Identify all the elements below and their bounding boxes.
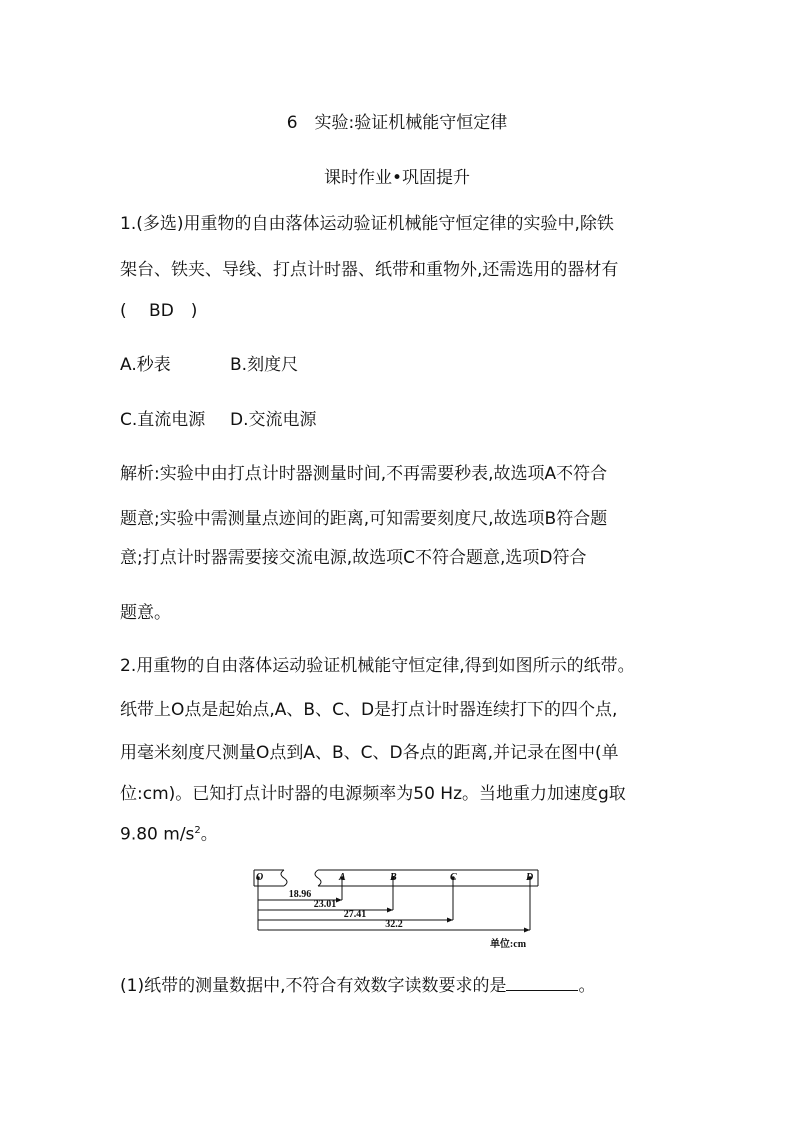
- q2-sub1-period: 。: [578, 976, 596, 996]
- distance-oc: 27.41: [343, 909, 367, 920]
- g-exponent: 2: [194, 825, 201, 836]
- q2-sub1: [120, 976, 595, 995]
- unit-label: 单位:cm: [489, 939, 527, 950]
- q1-text-line1: 1.(多选)用重物的自由落体运动验证机械能守恒定律的实验中,除铁: [120, 214, 614, 234]
- page-subtitle: 课时作业•巩固提升: [323, 168, 471, 188]
- distance-ob: 23.01: [313, 899, 337, 910]
- q2-text-line4: 位:cm)。已知打点计时器的电源频率为50 Hz。当地重力加速度g取: [120, 784, 626, 804]
- label-b: B: [390, 872, 397, 883]
- q2-text-line5: [120, 826, 218, 844]
- q1-option-a: A.秒表: [120, 355, 171, 375]
- label-c: C: [450, 872, 457, 883]
- analysis-line4: 题意。: [120, 603, 171, 623]
- q2-sub1-text: (1)纸带的测量数据中,不符合有效数字读数要求的是: [120, 976, 507, 996]
- analysis-line2: 题意;实验中需测量点迹间的距离,可知需要刻度尺,故选项B符合题: [120, 509, 608, 529]
- distance-od: 32.2: [385, 919, 403, 930]
- q1-answer: ( BD ): [120, 301, 198, 321]
- g-value: 9.80 m/s: [120, 824, 195, 845]
- answer-blank[interactable]: [506, 976, 578, 991]
- paper-tape-figure: [250, 866, 550, 958]
- page-title: 6 实验:验证机械能守恒定律: [286, 113, 508, 133]
- analysis-line1: 解析:实验中由打点计时器测量时间,不再需要秒表,故选项A不符合: [120, 464, 608, 484]
- q1-text-line2: 架台、铁夹、导线、打点计时器、纸带和重物外,还需选用的器材有: [120, 260, 619, 280]
- label-o: O: [256, 872, 264, 883]
- q2-text-line1: 2.用重物的自由落体运动验证机械能守恒定律,得到如图所示的纸带。: [120, 656, 635, 676]
- q2-text-line3: 用毫米刻度尺测量O点到A、B、C、D各点的距离,并记录在图中(单: [120, 743, 619, 763]
- q1-option-d: D.交流电源: [230, 410, 317, 430]
- q1-option-c: C.直流电源: [120, 410, 206, 430]
- label-d: D: [526, 872, 534, 883]
- q2-text-line2: 纸带上O点是起始点,A、B、C、D是打点计时器连续打下的四个点,: [120, 700, 618, 720]
- label-a: A: [339, 872, 346, 883]
- q1-option-b: B.刻度尺: [230, 355, 299, 375]
- distance-oa: 18.96: [288, 889, 312, 900]
- g-period: 。: [200, 824, 218, 845]
- analysis-line3: 意;打点计时器需要接交流电源,故选项C不符合题意,选项D符合: [120, 548, 587, 568]
